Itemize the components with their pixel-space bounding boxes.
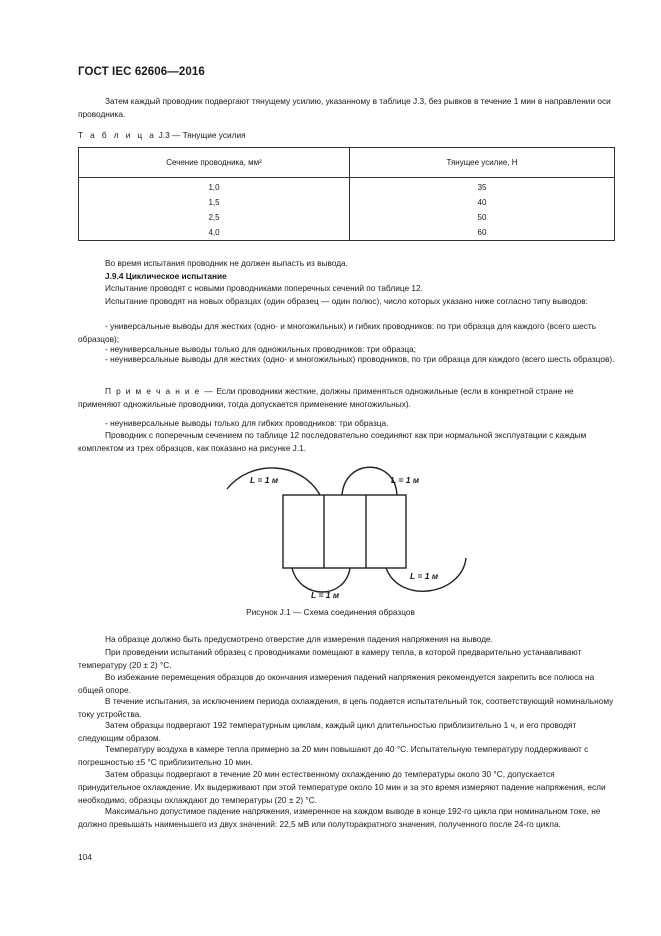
list-item: - неуниверсальные выводы только для одножильных проводников: три образца; [105, 344, 417, 354]
list-item: - универсальные выводы для жестких (одно- и многожильных) и гибких проводников: по три образца для каждого (всего шесть образцов); [78, 321, 597, 344]
loop-length-label: L = 1 м [311, 590, 340, 600]
after-table-paragraph: Во время испытания проводник не должен выпасть из вывода. [105, 258, 348, 268]
pull-force-table [78, 147, 615, 241]
loop-length-label: L = 1 м [391, 475, 420, 485]
conductor-loop-top [342, 467, 397, 495]
figure-caption: Рисунок J.1 — Схема соединения образцов [246, 607, 415, 617]
note-prefix: П р и м е ч а н и е — [105, 386, 215, 396]
table-row [79, 225, 615, 241]
section-heading-text: J.9.4 Циклическое испытание [105, 271, 227, 281]
body-paragraph: При проведении испытаний образец с проводниками помещают в камеру тепла, в которой предварительно устанавливают температуру (20 ± 2) °С. [78, 647, 582, 670]
body-paragraph: Максимально допустимое падение напряжения, измеренное на каждом выводе в конце 192-го цикла при номинальном токе, не должно превышать наименьшего из двух значений: 22,5 мВ или полуторакратного значения, полученного после 24-го цикла. [78, 806, 601, 829]
loop-length-label: L = 1 м [410, 571, 439, 581]
table-cell: 50 [350, 210, 615, 225]
loop-length-label: L = 1 м [250, 475, 279, 485]
conductor-loop-bottom [292, 568, 350, 592]
body-paragraph: Затем образцы подвергают в течение 20 мин естественному охлаждению до температуры около 30 °С, допускается принудительное охлаждение. Их выдерживают при этой температуре около 10 мин и за это время измеряют падение напряжения, если необходимо, образцы охлаждают до температуры (20 ± 2) °С. [78, 769, 606, 805]
table-header-cell: Тянущее усилие, Н [350, 148, 615, 178]
table-caption-title: J.3 — Тянущие усилия [158, 130, 246, 140]
table-cell: 1,0 [79, 178, 350, 196]
body-paragraph: Во избежание перемещения образцов до окончания измерения падений напряжения рекомендуется закрепить все полюса на общей опоре. [78, 672, 595, 695]
page-number: 104 [78, 852, 92, 862]
table-row [79, 178, 615, 196]
body-paragraph: Испытание проводят с новыми проводниками поперечных сечений по таблице 12. [105, 283, 423, 293]
connection-diagram [0, 455, 661, 605]
body-paragraph: Испытание проводят на новых образцах (один образец — один полюс), число которых указано ниже согласно типу выводов: [105, 296, 588, 306]
body-paragraph: Температуру воздуха в камере тепла примерно за 20 мин повышают до 40 °С. Испытательную температуру поддерживают с погрешностью ±5 °С приблизительно 10 мин. [78, 744, 589, 767]
body-paragraph: Затем образцы подвергают 192 температурным циклам, каждый цикл длительностью приблизительно 1 ч, и его проводят следующим образом. [78, 720, 577, 743]
list-item: - неуниверсальные выводы для жестких (одно- и многожильных) проводников, по три образца для каждого (всего шесть образцов). [105, 354, 615, 364]
table-cell: 60 [350, 225, 615, 241]
table-row [79, 210, 615, 225]
table-cell: 40 [350, 195, 615, 210]
table-row [79, 195, 615, 210]
table-header-cell: Сечение проводника, мм² [79, 148, 350, 178]
table-caption [78, 130, 246, 140]
body-paragraph: Проводник с поперечным сечением по таблице 12 последовательно соединяют как при нормальной эксплуатации с каждым комплектом из трех образцов, как показано на рисунке J.1. [78, 430, 587, 453]
table-cell: 1,5 [79, 195, 350, 210]
table-header-row [79, 148, 615, 178]
note-text: Если проводники жесткие, должны применяться одножильные (если в конкретной стране не применяют одножильные проводники, тогда допускается применение многожильных). [78, 386, 574, 409]
table-cell: 35 [350, 178, 615, 196]
note-paragraph [78, 385, 615, 411]
intro-paragraph: Затем каждый проводник подвергают тянущему усилию, указанному в таблице J.3, без рывков в течение 1 мин в направлении оси проводника. [78, 96, 611, 119]
list-item: - неуниверсальные выводы только для гибких проводников: три образца. [105, 418, 389, 428]
body-paragraph: В течение испытания, за исключением периода охлаждения, в цепь подается испытательный ток, соответствующий номинальному току устройства. [78, 696, 614, 719]
document-header: ГОСТ IEC 62606—2016 [78, 66, 205, 78]
table-cell: 4,0 [79, 225, 350, 241]
table-cell: 2,5 [79, 210, 350, 225]
body-paragraph: На образце должно быть предусмотрено отверстие для измерения падения напряжения на выводе. [105, 634, 493, 644]
table-caption-prefix: Т а б л и ц а [78, 130, 157, 140]
samples-frame [283, 495, 406, 568]
